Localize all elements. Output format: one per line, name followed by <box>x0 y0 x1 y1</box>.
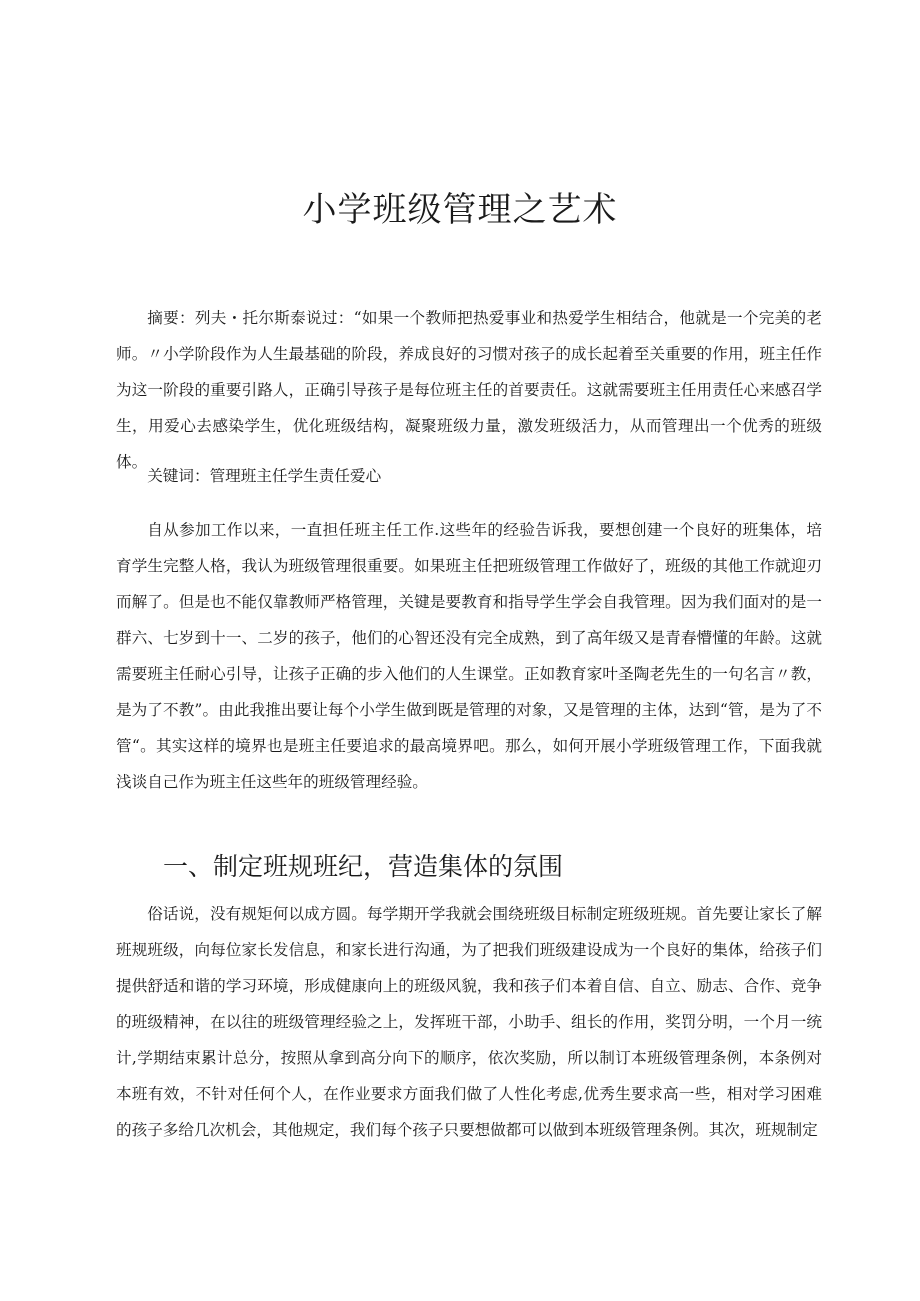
keyword: 爱心 <box>349 467 382 485</box>
keywords-label: 关键词： <box>147 467 210 485</box>
keyword: 班主任 <box>240 467 288 485</box>
keywords-line <box>116 458 822 494</box>
section-heading: 一、制定班规班纪，营造集体的氛围 <box>163 851 564 881</box>
intro-paragraph: 自从参加工作以来，一直担任班主任工作.这些年的经验告诉我，要想创建一个良好的班集体，培育学生完整人格，我认为班级管理很重要。如果班主任把班级管理工作做好了，班级的其他工作就迎刃而解了。但是也不能仅靠教师严格管理，关键是要教育和指导学生学会自我管理。因为我们面对的是一群六、七岁到十一、二岁的孩子，他们的心智还没有完全成熟，到了高年级又是青春懵懂的年龄。这就需要班主任耐心引导，让孩子正确的步入他们的人生课堂。正如教育家叶圣陶老先生的一句名言〃教，是为了不教”。由此我推出要让每个小学生做到既是管理的对象，又是管理的主体，达到“管，是为了不管“。其实这样的境界也是班主任要追求的最高境界吧。那么，如何开展小学班级管理工作，下面我就浅谈自己作为班主任这些年的班级管理经验。 <box>116 521 822 791</box>
section-body-paragraph: 俗话说，没有规矩何以成方圆。每学期开学我就会围绕班级目标制定班级班规。首先要让家长了解班规班级，向每位家长发信息，和家长进行沟通，为了把我们班级建设成为一个良好的集体，给孩子们提供舒适和谐的学习环境，形成健康向上的班级风貌，我和孩子们本着自信、自立、励志、合作、竞争的班级精神，在以往的班级管理经验之上，发挥班干部，小助手、组长的作用，奖罚分明，一个月一统计,学期结束累计总分，按照从拿到高分向下的顺序，依次奖励，所以制订本班级管理条例，本条例对本班有效，不针对任何个人，在作业要求方面我们做了人性化考虑,优秀生要求高一些，相对学习困难的孩子多给几次机会，其他规定，我们每个孩子只要想做都可以做到本班级管理条例。其次，班规制定 <box>116 905 822 1139</box>
abstract-paragraph: 摘要：列夫・托尔斯泰说过：“如果一个教师把热爱事业和热爱学生相结合，他就是一个完美的老师。〃小学阶段作为人生最基础的阶段，养成良好的习惯对孩子的成长起着至关重要的作用，班主任作为这一阶段的重要引路人，正确引导孩子是每位班主任的首要责任。这就需要班主任用责任心来感召学生，用爱心去感染学生，优化班级结构，凝聚班级力量，激发班级活力，从而管理出一个优秀的班级体。 <box>116 309 822 471</box>
keyword: 学生 <box>287 467 319 485</box>
keyword: 责任 <box>318 467 350 485</box>
document-title: 小学班级管理之艺术 <box>302 189 618 230</box>
keyword: 管理 <box>209 467 241 485</box>
